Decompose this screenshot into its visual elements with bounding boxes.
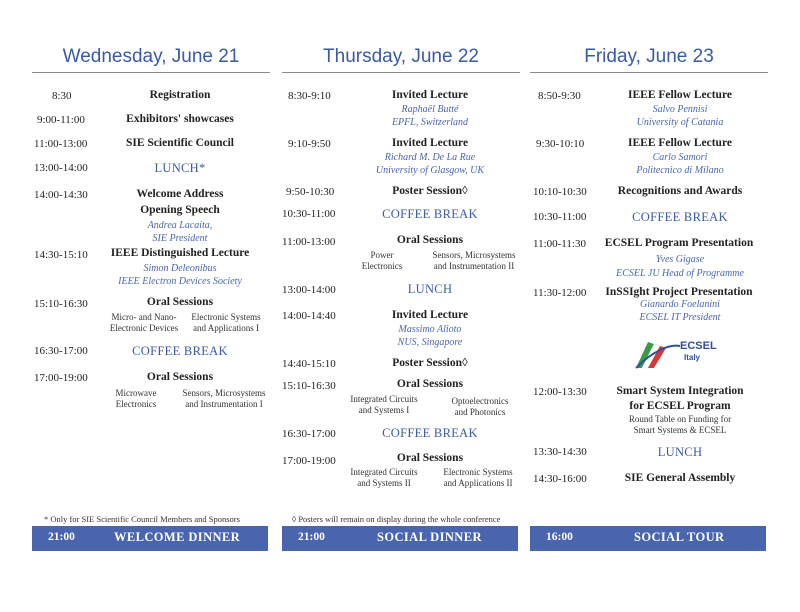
track-right: Sensors, Microsystems xyxy=(182,388,266,398)
logo-text: ECSEL xyxy=(680,340,717,352)
session-title: Recognitions and Awards xyxy=(617,185,743,197)
track-right: Electronic Systems xyxy=(191,312,261,322)
session-time: 17:00-19:00 xyxy=(34,372,88,384)
track-right: Sensors, Microsystems xyxy=(432,250,516,260)
track-left: Integrated Circuits xyxy=(350,394,418,404)
speaker-affiliation: SIE President xyxy=(152,233,208,244)
speaker-affiliation: IEEE Electron Devices Society xyxy=(118,276,242,287)
session-time: 10:10-10:30 xyxy=(533,186,587,198)
day-title-thursday: Thursday, June 22 xyxy=(323,46,479,67)
logo-text: Italy xyxy=(684,353,701,362)
coffee-break-label: COFFEE BREAK xyxy=(632,210,728,224)
session-time: 9:30-10:10 xyxy=(536,138,585,150)
speaker-name: Raphaël Butté xyxy=(401,104,459,115)
session-title: Smart System Integration xyxy=(616,385,744,397)
coffee-break-label: COFFEE BREAK xyxy=(382,426,478,440)
track-right: Electronic Systems xyxy=(443,467,513,477)
session-title: SIE Scientific Council xyxy=(126,137,234,149)
evening-event-bar-friday xyxy=(530,526,766,551)
speaker-affiliation: University of Glasgow, UK xyxy=(375,165,485,176)
session-title: Oral Sessions xyxy=(396,452,464,464)
session-time: 11:00-11:30 xyxy=(533,238,586,250)
speaker-affiliation: University of Catania xyxy=(636,117,724,128)
session-title: Invited Lecture xyxy=(391,309,469,321)
lunch-label: LUNCH xyxy=(657,445,703,459)
session-time: 8:30 xyxy=(52,90,72,102)
session-time: 14:30-16:00 xyxy=(533,473,587,485)
session-time: 15:10-16:30 xyxy=(34,298,88,310)
speaker-name: Gianardo Foelanini xyxy=(640,299,720,310)
session-time: 16:30-17:00 xyxy=(34,345,88,357)
track-left: and Systems I xyxy=(358,405,410,415)
speaker-affiliation: EPFL, Switzerland xyxy=(391,117,469,128)
track-left: Electronics xyxy=(361,261,403,271)
event-time: 21:00 xyxy=(298,531,325,543)
session-time: 14:00-14:30 xyxy=(34,189,88,201)
speaker-name: Salvo Pennisi xyxy=(652,104,708,115)
session-title: Opening Speech xyxy=(140,204,220,216)
session-time: 14:00-14:40 xyxy=(282,310,336,322)
session-time: 16:30-17:00 xyxy=(282,428,336,440)
ecsel-italy-logo xyxy=(634,330,724,370)
evening-event-bar-wednesday xyxy=(32,526,268,551)
session-time: 9:10-9:50 xyxy=(288,138,331,150)
session-time: 9:50-10:30 xyxy=(286,186,335,198)
speaker-name: Andrea Lacaita, xyxy=(147,220,213,231)
track-right: and Photonics xyxy=(454,407,506,417)
track-right: and Instrumentation I xyxy=(185,399,263,409)
session-subtitle: Round Table on Funding for xyxy=(628,414,732,424)
track-left: Microwave xyxy=(115,388,157,398)
track-left: Integrated Circuits xyxy=(350,467,418,477)
session-title: Oral Sessions xyxy=(146,296,214,308)
day-divider xyxy=(32,72,270,73)
speaker-affiliation: NUS, Singapore xyxy=(397,337,463,348)
poster-session-title: Poster Session◊ xyxy=(392,357,468,369)
session-time: 13:00-14:00 xyxy=(282,284,336,296)
session-title: Invited Lecture xyxy=(391,137,469,149)
session-time: 11:00-13:00 xyxy=(282,236,336,248)
session-title: Welcome Address xyxy=(136,188,224,200)
speaker-affiliation: ECSEL JU Head of Programme xyxy=(616,268,744,279)
event-label: SOCIAL DINNER xyxy=(377,530,482,544)
track-right: and Applications II xyxy=(443,478,513,488)
speaker-affiliation: ECSEL IT President xyxy=(639,312,721,323)
session-title: for ECSEL Program xyxy=(629,400,731,412)
event-label: SOCIAL TOUR xyxy=(634,530,725,544)
session-time: 15:10-16:30 xyxy=(282,380,336,392)
track-left: Electronic Devices xyxy=(109,323,179,333)
session-time: 8:30-9:10 xyxy=(288,90,331,102)
session-time: 13:00-14:00 xyxy=(34,162,88,174)
session-title: Oral Sessions xyxy=(396,234,464,246)
track-left: Electronics xyxy=(115,399,157,409)
session-title: Oral Sessions xyxy=(146,371,214,383)
track-right: and Applications I xyxy=(193,323,259,333)
track-left: Power xyxy=(370,250,394,260)
session-title: InSSIght Project Presentation xyxy=(605,286,753,298)
evening-event-bar-thursday xyxy=(282,526,518,551)
session-time: 11:30-12:00 xyxy=(533,287,587,299)
session-title: Exhibitors' showcases xyxy=(126,113,234,125)
speaker-name: Massimo Alioto xyxy=(398,324,462,335)
session-title: Oral Sessions xyxy=(396,378,464,390)
session-time: 14:30-15:10 xyxy=(34,249,88,261)
session-time: 11:00-13:00 xyxy=(34,138,88,150)
session-time: 12:00-13:30 xyxy=(533,386,587,398)
track-left: Micro- and Nano- xyxy=(111,312,177,322)
speaker-name: Richard M. De La Rue xyxy=(384,152,476,163)
day-title-friday: Friday, June 23 xyxy=(584,46,714,67)
session-time: 9:00-11:00 xyxy=(37,114,85,126)
track-right: and Instrumentation II xyxy=(433,261,515,271)
track-left: and Systems II xyxy=(357,478,411,488)
speaker-name: Carlo Samori xyxy=(652,152,708,163)
session-time: 8:50-9:30 xyxy=(538,90,581,102)
poster-session-title: Poster Session◊ xyxy=(392,185,468,197)
coffee-break-label: COFFEE BREAK xyxy=(132,344,228,358)
session-subtitle: Smart Systems & ECSEL xyxy=(633,425,727,435)
speaker-affiliation: Politecnico di Milano xyxy=(636,165,724,176)
session-title: IEEE Fellow Lecture xyxy=(628,137,732,149)
session-time: 10:30-11:00 xyxy=(282,208,336,220)
speaker-name: Simon Deleonibus xyxy=(143,263,217,274)
track-right: Optoelectronics xyxy=(451,396,509,406)
lunch-label: LUNCH* xyxy=(154,161,206,175)
lunch-label: LUNCH xyxy=(407,282,453,296)
session-title: SIE General Assembly xyxy=(624,472,736,484)
event-time: 16:00 xyxy=(546,531,573,543)
footnote-posters: ◊ Posters will remain on display during the whole conference xyxy=(292,514,501,524)
coffee-break-label: COFFEE BREAK xyxy=(382,207,478,221)
day-title-wednesday: Wednesday, June 21 xyxy=(62,46,240,67)
session-title: IEEE Distinguished Lecture xyxy=(110,247,250,259)
session-title: Registration xyxy=(149,89,211,101)
session-title: ECSEL Program Presentation xyxy=(604,237,754,249)
session-time: 10:30-11:00 xyxy=(533,211,587,223)
day-divider xyxy=(282,72,520,73)
session-time: 13:30-14:30 xyxy=(533,446,587,458)
session-title: Invited Lecture xyxy=(391,89,469,101)
footnote-council: * Only for SIE Scientific Council Members and Sponsors xyxy=(44,514,240,524)
speaker-name: Yves Gigase xyxy=(655,254,705,265)
session-title: IEEE Fellow Lecture xyxy=(628,89,732,101)
event-time: 21:00 xyxy=(48,531,75,543)
session-time: 17:00-19:00 xyxy=(282,455,336,467)
day-divider xyxy=(530,72,768,73)
session-time: 14:40-15:10 xyxy=(282,358,336,370)
event-label: WELCOME DINNER xyxy=(114,530,241,544)
